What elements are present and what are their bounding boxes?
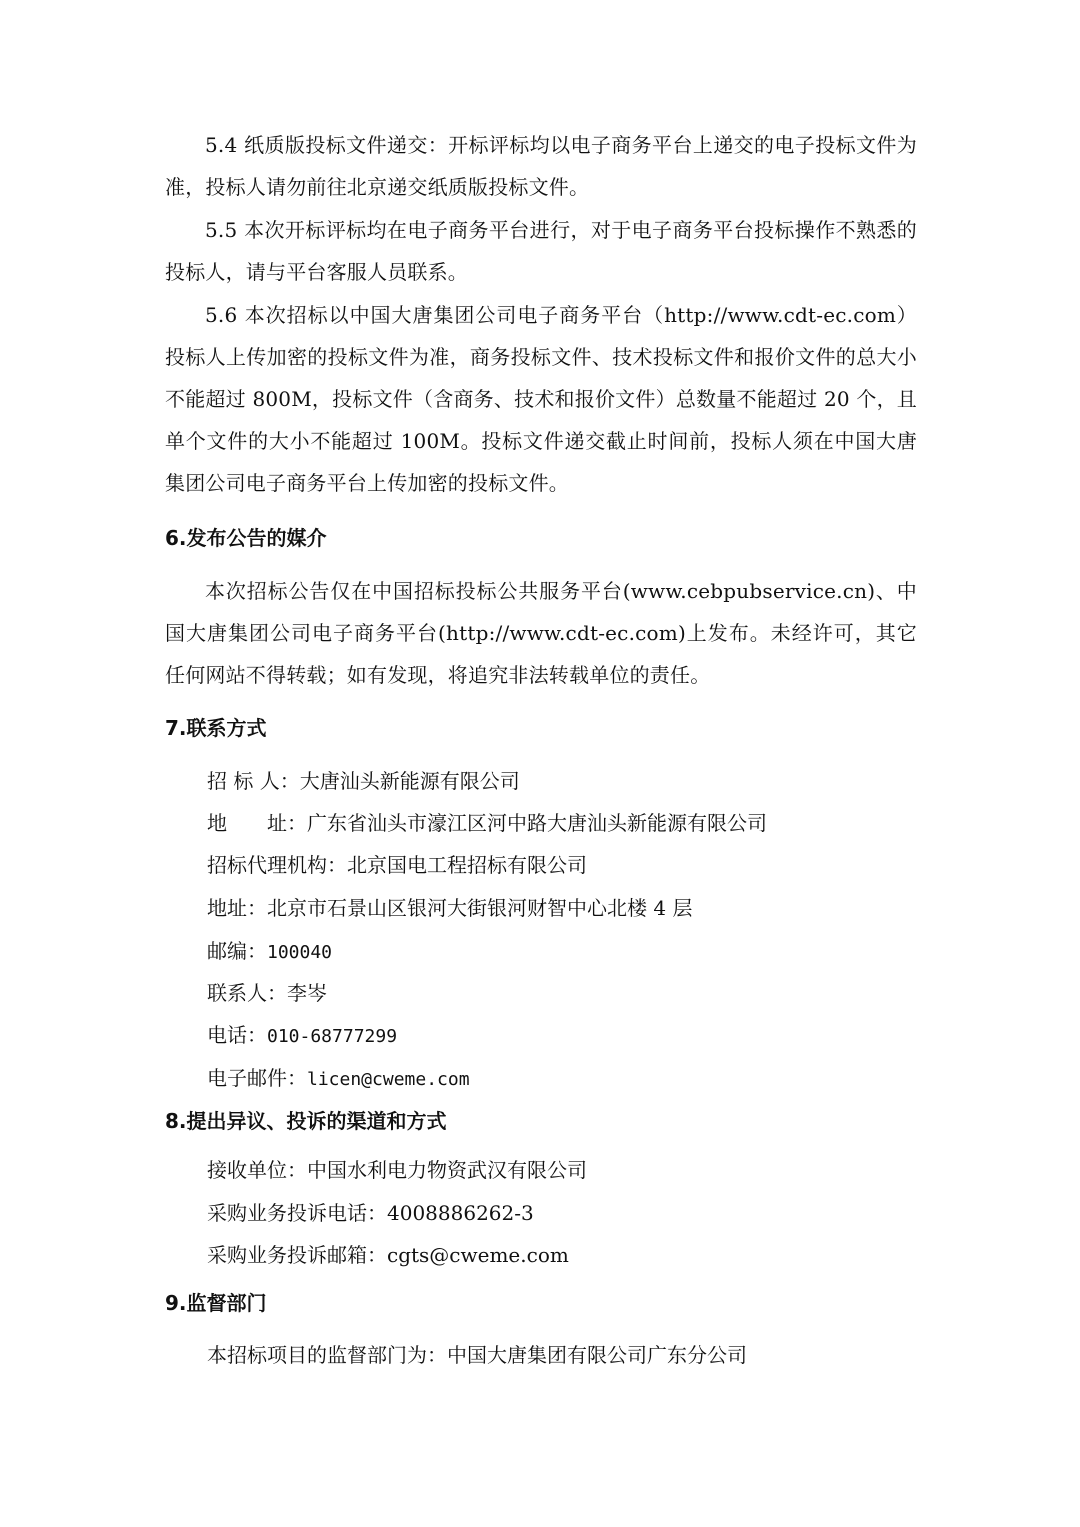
address-label: 地 址： — [207, 811, 307, 835]
complaint-email-line — [207, 1240, 569, 1270]
agency-line — [207, 850, 587, 880]
section-9-body: 本招标项目的监督部门为：中国大唐集团有限公司广东分公司 — [207, 1343, 747, 1367]
agency-address-label: 地址： — [207, 896, 267, 920]
address-line — [207, 808, 767, 838]
complaint-phone-value: 4008886262-3 — [387, 1201, 534, 1225]
receiver-label: 接收单位： — [207, 1158, 307, 1182]
complaint-phone-label: 采购业务投诉电话： — [207, 1201, 387, 1225]
postcode-label: 邮编： — [207, 939, 267, 963]
agency-value: 北京国电工程招标有限公司 — [347, 853, 587, 877]
section-8-heading: 8.提出异议、投诉的渠道和方式 — [165, 1109, 447, 1133]
section-9-heading: 9.监督部门 — [165, 1291, 267, 1315]
phone-label: 电话： — [207, 1023, 267, 1047]
complaint-email-label: 采购业务投诉邮箱： — [207, 1243, 387, 1267]
agency-address-line — [207, 893, 692, 923]
agency-label: 招标代理机构： — [207, 853, 347, 877]
postcode-value: 100040 — [267, 942, 333, 963]
tenderer-label: 招 标 人： — [207, 769, 300, 793]
complaint-email-value: cgts@cweme.com — [387, 1243, 569, 1267]
tenderer-value: 大唐汕头新能源有限公司 — [299, 769, 520, 793]
section-7-heading: 7.联系方式 — [165, 716, 267, 740]
paragraph-5-5: 5.5 本次开标评标均在电子商务平台进行，对于电子商务平台投标操作不熟悉的投标人，请与平台客服人员联系。 — [165, 218, 917, 284]
tenderer-line — [207, 766, 520, 796]
contact-value: 李岑 — [287, 981, 327, 1005]
receiver-value: 中国水利电力物资武汉有限公司 — [307, 1158, 587, 1182]
phone-line — [207, 1020, 397, 1052]
postcode-line — [207, 936, 332, 968]
section-6-body: 本次招标公告仅在中国招标投标公共服务平台(www.cebpubservice.cn)、中国大唐集团公司电子商务平台(http://www.cdt-ec.com)上发布。未经许可，其它任何网站不得转载；如有发现，将追究非法转载单位的责任。 — [165, 579, 917, 687]
email-line — [207, 1063, 470, 1095]
section-6-heading: 6.发布公告的媒介 — [165, 526, 327, 550]
email-label: 电子邮件： — [207, 1066, 307, 1090]
address-value: 广东省汕头市濠江区河中路大唐汕头新能源有限公司 — [307, 811, 767, 835]
paragraph-5-4: 5.4 纸质版投标文件递交：开标评标均以电子商务平台上递交的电子投标文件为准，投标人请勿前往北京递交纸质版投标文件。 — [165, 133, 917, 199]
contact-label: 联系人： — [207, 981, 287, 1005]
paragraph-5-6: 5.6 本次招标以中国大唐集团公司电子商务平台（http://www.cdt-ec.com）投标人上传加密的投标文件为准，商务投标文件、技术投标文件和报价文件的总大小不能超过 800M，投标文件（含商务、技术和报价文件）总数量不能超过 20 个，且单个文件的大小不能超过 100M。投标文件递交截止时间前，投标人须在中国大唐集团公司电子商务平台上传加密的投标文件。 — [165, 303, 917, 495]
phone-value: 010-68777299 — [267, 1026, 398, 1047]
contact-line — [207, 978, 327, 1008]
complaint-phone-line — [207, 1198, 534, 1228]
receiver-line — [207, 1155, 587, 1185]
email-value: licen@cweme.com — [307, 1069, 470, 1090]
agency-address-value: 北京市石景山区银河大街银河财智中心北楼 4 层 — [267, 896, 693, 920]
